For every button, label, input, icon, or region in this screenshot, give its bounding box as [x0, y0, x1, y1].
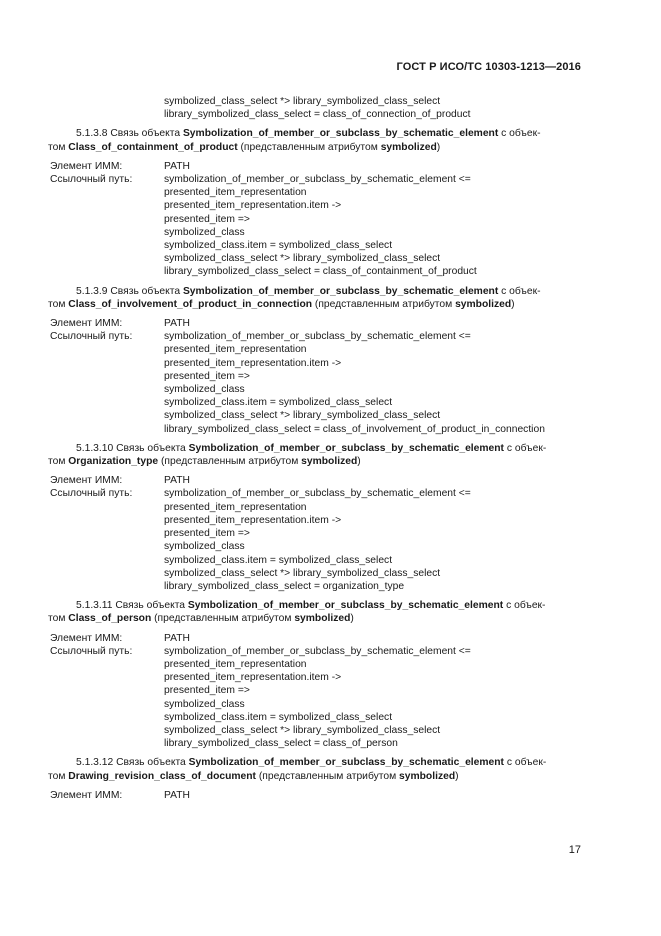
heading-attr: symbolized — [301, 456, 358, 468]
heading-post: (представленным атрибутом — [255, 770, 400, 782]
heading-tom: том — [48, 770, 69, 782]
imm-value: PATH — [164, 789, 190, 801]
heading-entity: Symbolization_of_member_or_subclass_by_schematic_element — [182, 128, 499, 140]
heading-target: Class_of_person — [68, 613, 152, 625]
section-5-1-3-9 — [48, 285, 582, 311]
section-5-1-3-11 — [48, 599, 582, 625]
section-heading-line — [48, 442, 582, 455]
spacer — [48, 370, 164, 383]
spacer — [48, 658, 164, 671]
path-line: symbolization_of_member_or_subclass_by_schematic_element <= — [164, 331, 471, 343]
heading-target: Class_of_containment_of_product — [68, 141, 238, 153]
spacer — [48, 213, 164, 226]
heading-pre: Связь объекта — [113, 442, 189, 454]
imm-value: PATH — [164, 475, 190, 487]
heading-tom: том — [48, 456, 69, 468]
page-content — [48, 95, 582, 804]
heading-pre: Связь объекта — [112, 600, 188, 612]
mapping-table — [48, 317, 582, 436]
heading-target: Class_of_involvement_of_product_in_connection — [68, 298, 313, 310]
path-line: symbolized_class — [164, 226, 245, 238]
heading-target: Organization_type — [68, 456, 159, 468]
heading-close: ) — [436, 141, 441, 153]
path-line: symbolized_class_select *> library_symbolized_class_select — [164, 724, 441, 736]
path-line: symbolization_of_member_or_subclass_by_schematic_element <= — [164, 488, 471, 500]
path-line: symbolized_class — [164, 541, 245, 553]
heading-entity: Symbolization_of_member_or_subclass_by_schematic_element — [188, 442, 504, 454]
heading-num: 5.1.3.8 — [76, 128, 108, 140]
heading-num: 5.1.3.10 — [76, 442, 114, 454]
heading-num: 5.1.3.11 — [76, 600, 113, 612]
spacer — [48, 396, 164, 409]
path-line: presented_item => — [164, 213, 250, 225]
heading-entity: Symbolization_of_member_or_subclass_by_schematic_element — [188, 757, 504, 769]
section-heading-line — [48, 599, 582, 612]
heading-tom: том — [48, 613, 69, 625]
spacer — [48, 671, 164, 684]
spacer — [48, 501, 164, 514]
heading-mid: с объек- — [498, 285, 541, 297]
section-heading-line2 — [48, 613, 354, 624]
path-line: symbolized_class_select *> library_symbolized_class_select — [164, 96, 441, 107]
path-line: symbolized_class.item = symbolized_class_select — [164, 240, 393, 252]
spacer — [48, 252, 164, 265]
sections-container — [48, 127, 582, 802]
heading-num: 5.1.3.9 — [76, 285, 108, 297]
spacer — [48, 514, 164, 527]
spacer — [48, 226, 164, 239]
spacer — [48, 711, 164, 724]
section-heading-line — [48, 285, 582, 298]
heading-close: ) — [350, 613, 354, 625]
path-line: presented_item_representation — [164, 187, 307, 199]
path-line: symbolization_of_member_or_subclass_by_schematic_element <= — [164, 645, 471, 657]
document-header: ГОСТ Р ИСО/ТС 10303-1213—2016 — [396, 61, 581, 73]
path-line: presented_item => — [164, 528, 250, 540]
heading-mid: с объек- — [498, 128, 541, 140]
heading-mid: с объек- — [504, 442, 547, 454]
heading-close: ) — [511, 298, 515, 310]
path-line: symbolized_class — [164, 384, 245, 396]
path-line: symbolized_class.item = symbolized_class_select — [164, 397, 393, 409]
spacer — [48, 580, 164, 593]
path-line: library_symbolized_class_select = organization_type — [164, 580, 405, 592]
spacer — [48, 357, 164, 370]
spacer — [48, 737, 164, 750]
path-line: library_symbolized_class_select = class_of_connection_of_product — [164, 109, 471, 121]
spacer — [48, 409, 164, 422]
path-label: Ссылочный путь: — [50, 174, 133, 186]
heading-num: 5.1.3.12 — [76, 757, 114, 769]
path-line: symbolized_class — [164, 698, 245, 710]
path-line: library_symbolized_class_select = class_of_involvement_of_product_in_connection — [164, 423, 545, 435]
heading-mid: с объек- — [503, 600, 546, 612]
path-line: presented_item_representation.item -> — [164, 672, 342, 684]
imm-label: Элемент ИММ: — [50, 632, 123, 644]
heading-post: (представленным атрибутом — [151, 613, 295, 625]
path-line: presented_item_representation — [164, 501, 307, 513]
section-5-1-3-12 — [48, 756, 582, 782]
section-heading-line2 — [48, 299, 515, 310]
path-line: symbolization_of_member_or_subclass_by_schematic_element <= — [164, 174, 471, 186]
heading-target: Drawing_revision_class_of_document — [68, 770, 256, 782]
heading-post: (представленным атрибутом — [312, 298, 456, 310]
imm-label: Элемент ИММ: — [50, 318, 123, 330]
heading-close: ) — [357, 456, 361, 468]
imm-value: PATH — [164, 160, 190, 172]
spacer — [48, 527, 164, 540]
imm-value: PATH — [164, 632, 190, 644]
spacer — [48, 186, 164, 199]
heading-entity: Symbolization_of_member_or_subclass_by_schematic_element — [187, 600, 504, 612]
intro-path-lines — [48, 95, 582, 121]
imm-label: Элемент ИММ: — [50, 789, 123, 801]
spacer — [48, 567, 164, 580]
heading-attr: symbolized — [399, 770, 456, 782]
section-heading-line — [48, 127, 582, 140]
heading-close: ) — [455, 770, 459, 782]
mapping-table — [48, 632, 582, 751]
section-heading-line2 — [48, 142, 440, 153]
path-line: library_symbolized_class_select = class_of_containment_of_product — [164, 266, 477, 278]
path-label: Ссылочный путь: — [50, 331, 133, 343]
heading-pre: Связь объекта — [113, 757, 189, 769]
path-line: symbolized_class_select *> library_symbolized_class_select — [164, 567, 441, 579]
spacer — [48, 199, 164, 212]
section-heading-line — [48, 756, 582, 769]
imm-value: PATH — [164, 318, 190, 330]
section-5-1-3-10 — [48, 442, 582, 468]
path-line: presented_item_representation — [164, 344, 307, 356]
spacer — [48, 698, 164, 711]
path-line: presented_item_representation — [164, 658, 307, 670]
mapping-table — [48, 789, 582, 802]
spacer — [48, 724, 164, 737]
section-heading-line2 — [48, 456, 361, 467]
section-5-1-3-8 — [48, 127, 582, 153]
path-line: library_symbolized_class_select = class_of_person — [164, 738, 398, 750]
path-line: symbolized_class_select *> library_symbolized_class_select — [164, 253, 441, 265]
spacer — [48, 383, 164, 396]
path-line: presented_item_representation.item -> — [164, 200, 342, 212]
heading-tom: том — [48, 298, 69, 310]
page-number: 17 — [568, 844, 581, 856]
spacer — [48, 343, 164, 356]
heading-attr: symbolized — [294, 613, 351, 625]
path-line: symbolized_class_select *> library_symbolized_class_select — [164, 410, 441, 422]
heading-pre: Связь объекта — [107, 128, 183, 140]
path-line: presented_item => — [164, 685, 250, 697]
heading-mid: с объек- — [504, 757, 547, 769]
spacer — [48, 239, 164, 252]
spacer — [48, 684, 164, 697]
path-line: presented_item => — [164, 370, 250, 382]
heading-attr: symbolized — [380, 141, 437, 153]
spacer — [48, 423, 164, 436]
heading-attr: symbolized — [455, 298, 512, 310]
path-line: symbolized_class.item = symbolized_class_select — [164, 711, 393, 723]
imm-label: Элемент ИММ: — [50, 160, 123, 172]
mapping-table — [48, 474, 582, 593]
imm-label: Элемент ИММ: — [50, 475, 123, 487]
heading-tom: том — [48, 141, 69, 153]
heading-post: (представленным атрибутом — [158, 456, 302, 468]
path-label: Ссылочный путь: — [50, 645, 133, 657]
section-heading-line2 — [48, 771, 459, 782]
spacer — [48, 265, 164, 278]
path-line: presented_item_representation.item -> — [164, 357, 342, 369]
path-line: symbolized_class.item = symbolized_class_select — [164, 554, 393, 566]
spacer — [48, 540, 164, 553]
mapping-table — [48, 160, 582, 279]
heading-entity: Symbolization_of_member_or_subclass_by_schematic_element — [182, 285, 499, 297]
heading-post: (представленным атрибутом — [237, 141, 381, 153]
path-label: Ссылочный путь: — [50, 488, 133, 500]
heading-pre: Связь объекта — [107, 285, 183, 297]
spacer — [48, 554, 164, 567]
path-line: presented_item_representation.item -> — [164, 514, 342, 526]
